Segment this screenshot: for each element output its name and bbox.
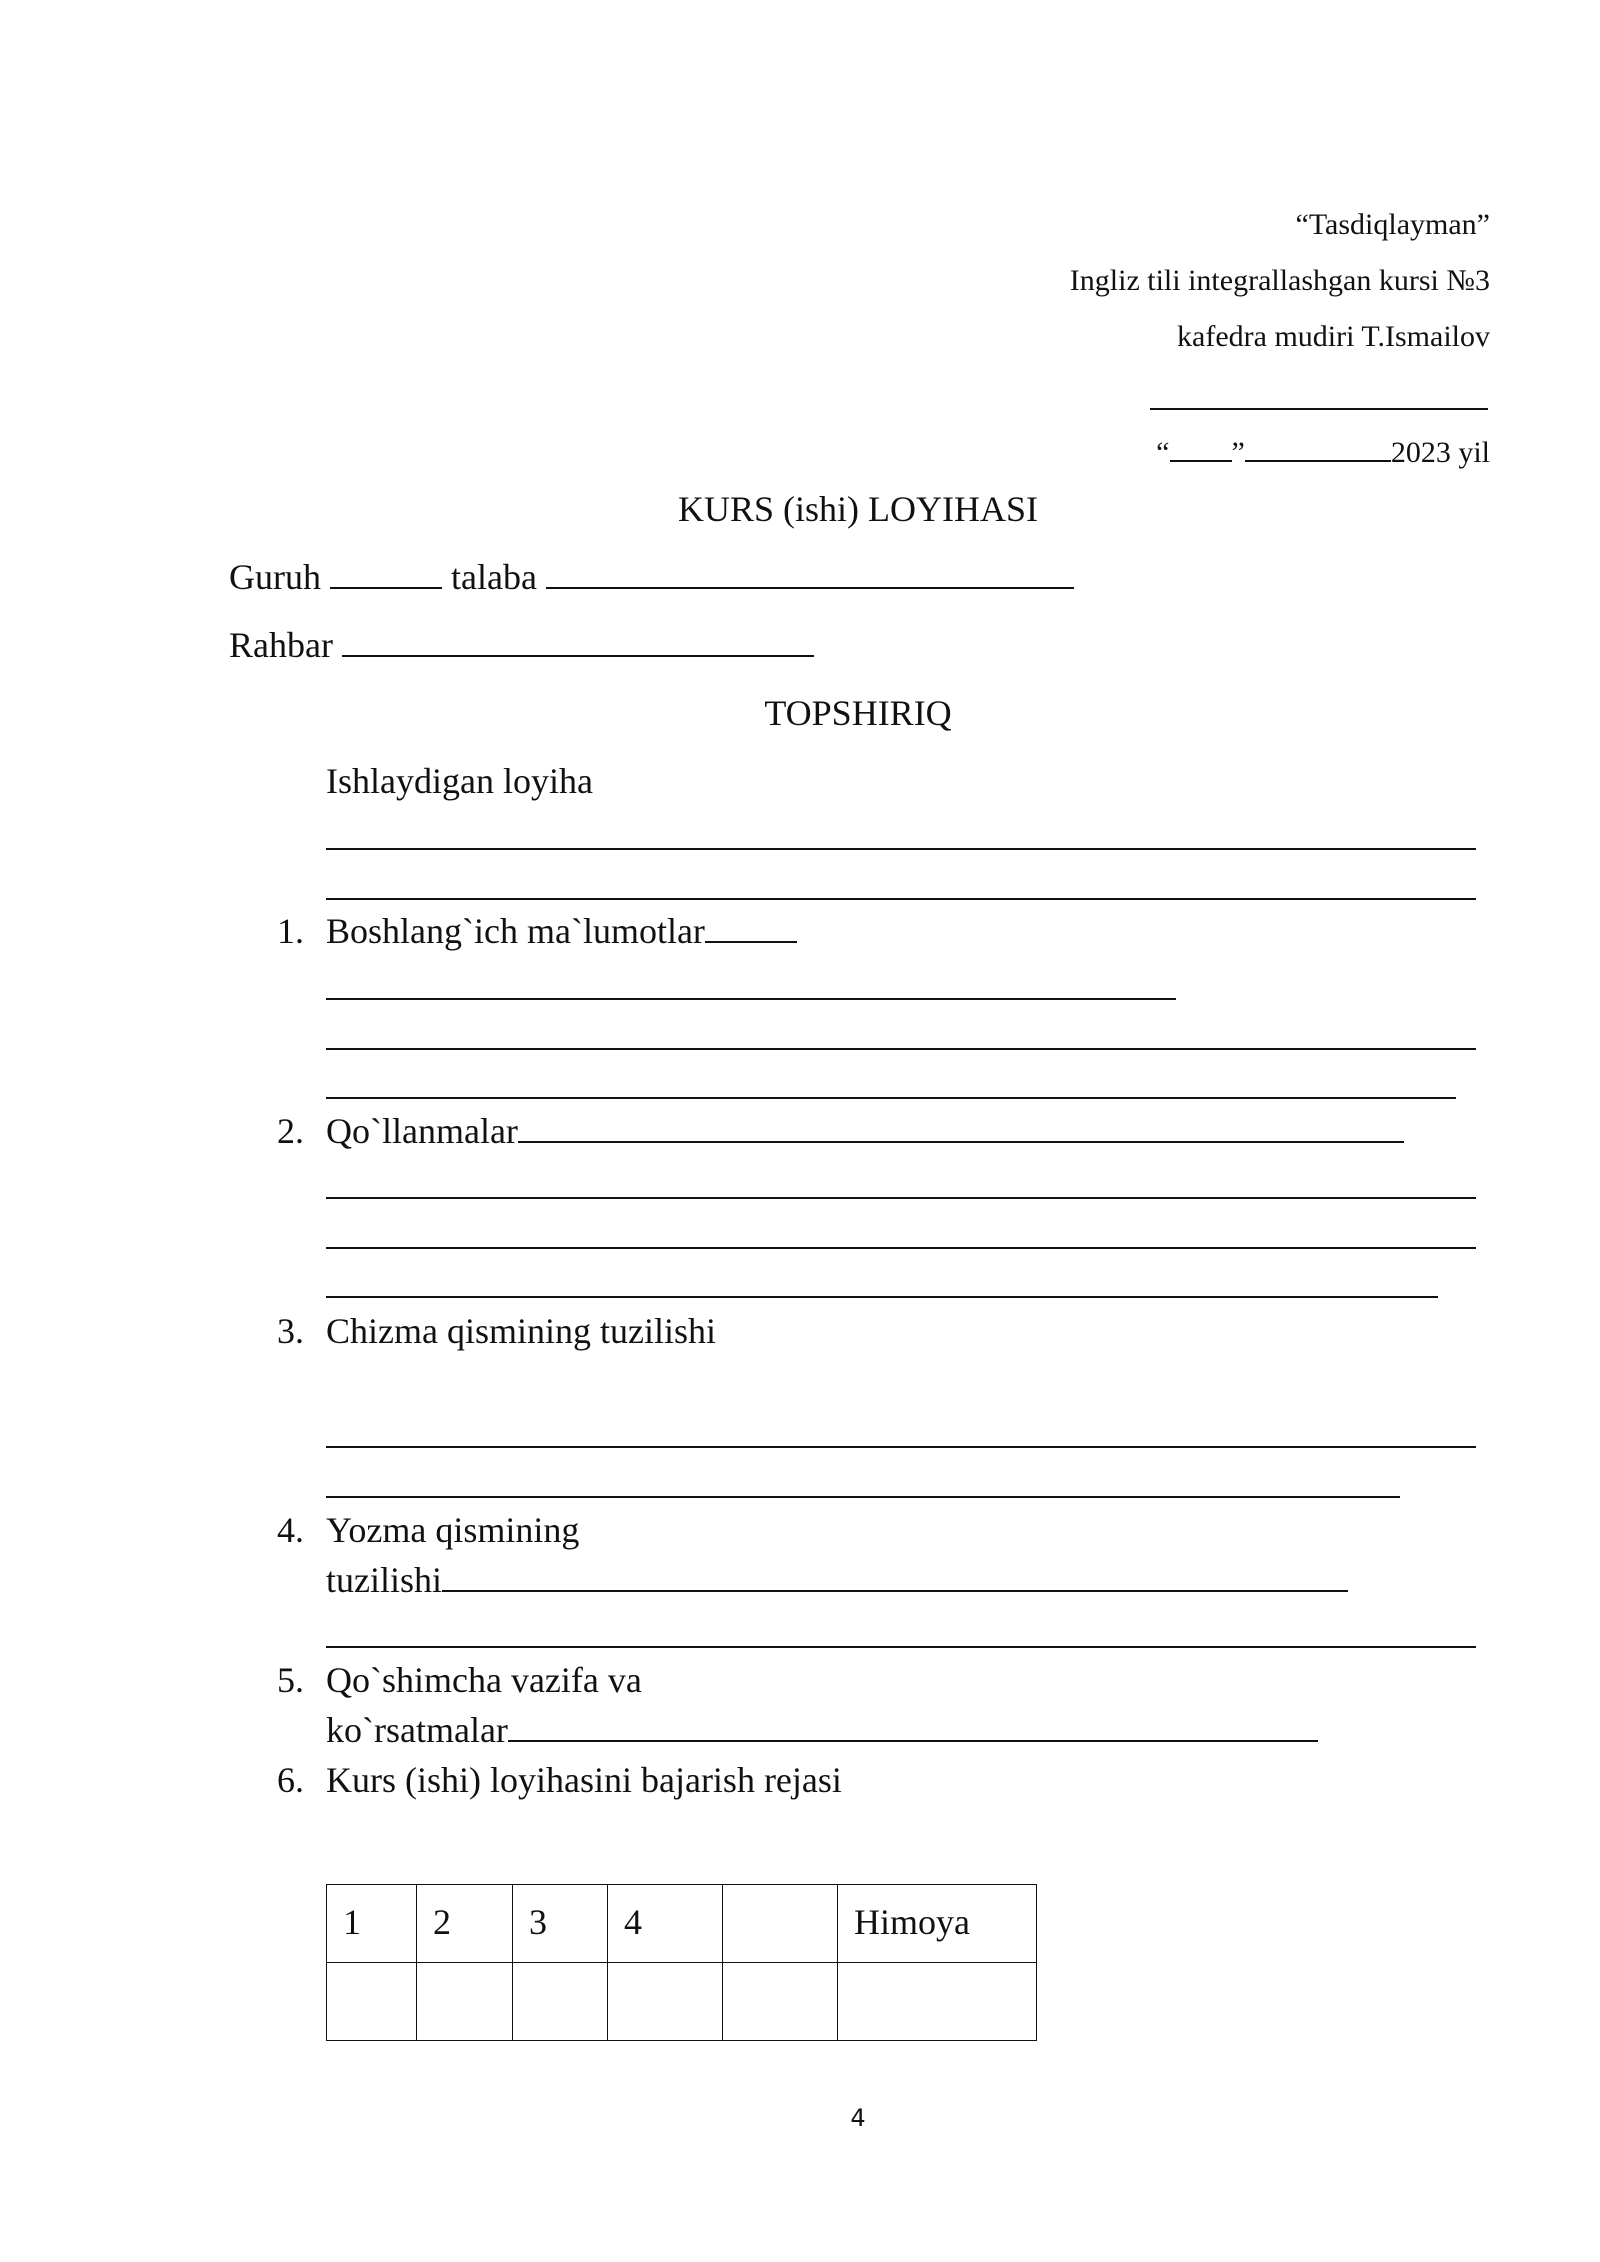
day-blank <box>1170 430 1232 462</box>
student-blank <box>546 557 1074 589</box>
item-2-line-3 <box>326 1296 1438 1298</box>
signature-line <box>1150 408 1488 410</box>
item-5-number: 5. <box>277 1660 304 1700</box>
project-label: Ishlaydigan loyiha <box>326 761 593 801</box>
task-title: TOPSHIRIQ <box>764 693 952 733</box>
plan-table <box>326 1884 1037 2041</box>
item-1-text: Boshlang`ich ma`lumotlar <box>326 911 705 951</box>
supervisor-blank <box>342 625 814 657</box>
item-1-number: 1. <box>277 911 304 951</box>
approval-department: Ingliz tili integrallashgan kursi №3 <box>1069 264 1490 297</box>
item-3-text: Chizma qismining tuzilishi <box>326 1311 716 1351</box>
plan-cell-4: 4 <box>608 1885 723 1963</box>
plan-row2-cell-2 <box>417 1963 513 2041</box>
date-quote-close: ” <box>1231 436 1245 469</box>
page-title: KURS (ishi) LOYIHASI <box>678 489 1038 529</box>
plan-cell-defense: Himoya <box>838 1885 1037 1963</box>
item-2-text: Qo`llanmalar <box>326 1111 518 1151</box>
supervisor-line <box>229 624 814 666</box>
item-1-label <box>326 910 797 952</box>
plan-row2-cell-4 <box>608 1963 723 2041</box>
group-label: Guruh <box>229 557 321 597</box>
plan-cell-1: 1 <box>327 1885 417 1963</box>
plan-cell-2: 2 <box>417 1885 513 1963</box>
item-1-line-2 <box>326 1048 1476 1050</box>
item-4-text: Yozma qismining <box>326 1510 580 1550</box>
approval-head-name: kafedra mudiri T.Ismailov <box>1177 320 1490 353</box>
item-5-text2: ko`rsatmalar <box>326 1710 508 1750</box>
item-3-line-1 <box>326 1446 1476 1448</box>
item-2-label <box>326 1110 1404 1152</box>
item-3-line-2 <box>326 1496 1400 1498</box>
item-4-line-1 <box>326 1646 1476 1648</box>
item-4-text2: tuzilishi <box>326 1560 442 1600</box>
item-3-number: 3. <box>277 1311 304 1351</box>
item-4-continuation <box>326 1559 1348 1601</box>
item-5-blank <box>508 1710 1318 1742</box>
student-label: talaba <box>451 557 537 597</box>
item-5-text: Qo`shimcha vazifa va <box>326 1660 642 1700</box>
supervisor-label: Rahbar <box>229 625 333 665</box>
plan-row2-cell-3 <box>513 1963 608 2041</box>
item-1-line-1 <box>326 998 1176 1000</box>
item-6-text: Kurs (ishi) loyihasini bajarish rejasi <box>326 1760 842 1800</box>
project-line-2 <box>326 898 1476 900</box>
approval-date <box>1156 430 1490 470</box>
plan-cell-3: 3 <box>513 1885 608 1963</box>
project-line-1 <box>326 848 1476 850</box>
item-2-number: 2. <box>277 1111 304 1151</box>
plan-row2-cell-1 <box>327 1963 417 2041</box>
plan-table-header-row <box>327 1885 1037 1963</box>
item-5-continuation <box>326 1709 1318 1751</box>
plan-row2-cell-6 <box>838 1963 1037 2041</box>
item-2-line-1 <box>326 1197 1476 1199</box>
item-2-line-2 <box>326 1247 1476 1249</box>
date-year: 2023 yil <box>1390 436 1490 469</box>
approval-heading: “Tasdiqlayman” <box>1295 208 1490 241</box>
plan-table-row <box>327 1963 1037 2041</box>
item-4-number: 4. <box>277 1510 304 1550</box>
item-2-blank <box>518 1111 1404 1143</box>
plan-cell-5 <box>723 1885 838 1963</box>
month-blank <box>1245 430 1391 462</box>
item-4-blank <box>442 1560 1348 1592</box>
item-1-blank <box>705 911 797 943</box>
item-6-number: 6. <box>277 1760 304 1800</box>
group-student-line <box>229 556 1074 598</box>
item-1-line-3 <box>326 1097 1456 1099</box>
group-blank <box>330 557 442 589</box>
page-number: 4 <box>850 2104 866 2132</box>
plan-row2-cell-5 <box>723 1963 838 2041</box>
date-quote-open: “ <box>1156 436 1170 469</box>
